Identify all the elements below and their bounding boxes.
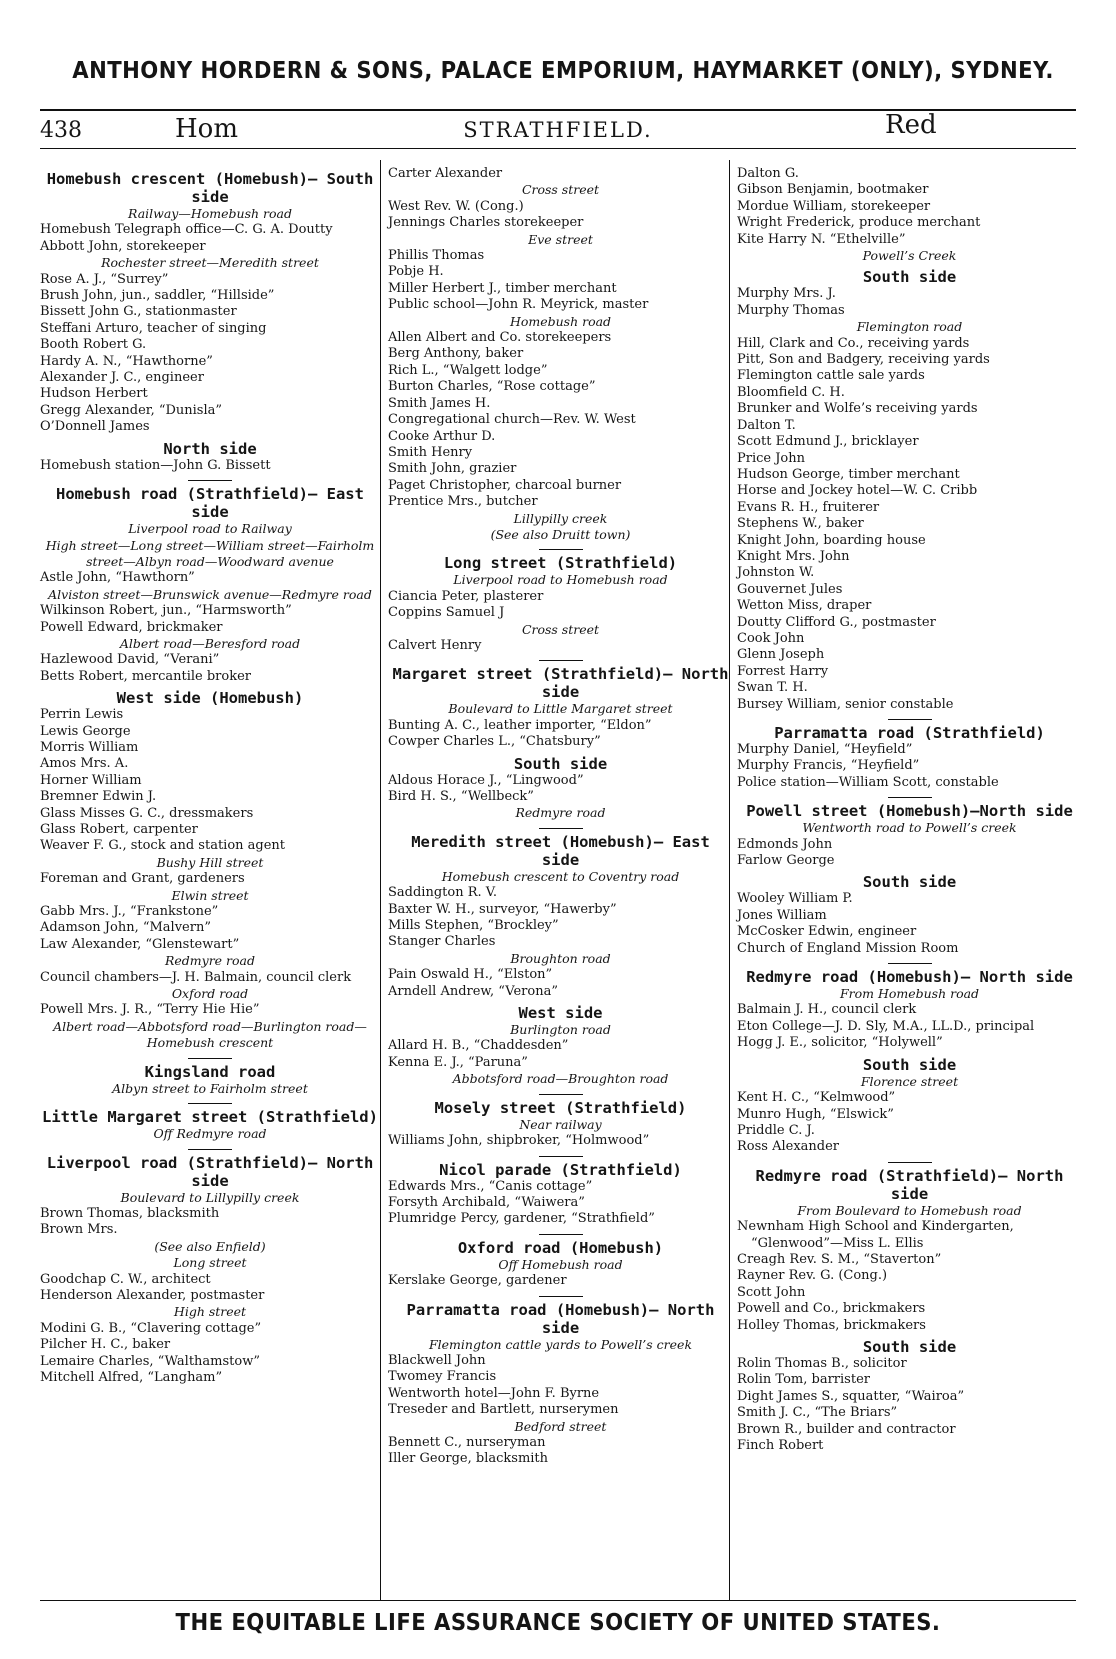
directory-entry: Brush John, jun., saddler, “Hillside” (40, 288, 275, 304)
directory-entry: Congregational church—Rev. W. West (388, 412, 636, 428)
cross-street-note: From Boulevard to Homebush road (797, 1202, 1022, 1218)
cross-street-note: Burlington road (510, 1022, 611, 1038)
directory-entry: Abbott John, storekeeper (40, 238, 206, 254)
directory-entry: Bissett John G., stationmaster (40, 304, 237, 320)
section-rule (539, 1234, 583, 1235)
directory-entry: Council chambers—J. H. Balmain, council clerk (40, 969, 352, 985)
directory-entry: Brunker and Wolfe’s receiving yards (737, 401, 978, 417)
directory-entry: Homebush station—John G. Bissett (40, 457, 271, 473)
directory-entry: McCosker Edwin, engineer (737, 924, 917, 940)
directory-column-2 (388, 166, 733, 1468)
directory-entry: Knight John, boarding house (737, 532, 926, 548)
header-rule-lower (40, 148, 1076, 149)
directory-entry: Hill, Clark and Co., receiving yards (737, 335, 970, 351)
directory-entry: Priddle C. J. (737, 1122, 815, 1138)
directory-entry: Twomey Francis (388, 1369, 497, 1385)
cross-street-note: Flemington cattle yards to Powell’s creek (428, 1336, 693, 1352)
directory-entry: Bloomfield C. H. (737, 384, 845, 400)
directory-entry: Ciancia Peter, plasterer (388, 588, 544, 604)
directory-entry: Gabb Mrs. J., “Frankstone” (40, 904, 219, 920)
cross-street-note: Redmyre road (515, 805, 606, 821)
directory-entry: Scott John (737, 1284, 806, 1300)
section-rule (888, 963, 932, 964)
directory-entry: Modini G. B., “Clavering cottage” (40, 1320, 262, 1336)
cross-street-note: Lillypilly creek (513, 510, 608, 526)
guide-word-right: Red (885, 110, 937, 140)
directory-entry: Aldous Horace J., “Lingwood” (388, 772, 584, 788)
directory-entry: Powell and Co., brickmakers (737, 1301, 926, 1317)
directory-entry: Dalton T. (737, 417, 796, 433)
directory-entry: Wright Frederick, produce merchant (737, 215, 981, 231)
cross-street-note: Florence street (860, 1073, 959, 1089)
directory-entry: Hudson Herbert (40, 386, 148, 402)
directory-entry: Alexander J. C., engineer (40, 370, 204, 386)
cross-street-note: Bedford street (514, 1418, 607, 1434)
street-heading: Little Margaret street (Strathfield) (42, 1108, 378, 1127)
directory-entry: Pitt, Son and Badgery, receiving yards (737, 352, 990, 368)
directory-entry: Murphy Daniel, “Heyfield” (737, 742, 913, 757)
directory-entry: Bremner Edwin J. (40, 789, 157, 805)
directory-entry: Forrest Harry (737, 663, 829, 679)
directory-entry: Law Alexander, “Glenstewart” (40, 936, 240, 952)
directory-entry: Prentice Mrs., butcher (388, 494, 538, 510)
page-number: 438 (40, 118, 82, 143)
street-heading: Oxford road (Homebush) (457, 1238, 664, 1257)
column-separator (380, 160, 381, 1600)
directory-entry: Edmonds John (737, 836, 833, 852)
street-heading: Nicol parade (Strathfield) (439, 1160, 682, 1179)
directory-entry: Holley Thomas, brickmakers (737, 1317, 926, 1333)
cross-street-note: Boulevard to Little Margaret street (448, 701, 673, 717)
directory-entry: Swan T. H. (737, 680, 808, 696)
directory-entry: Police station—William Scott, constable (737, 774, 999, 790)
cross-street-note: (See also Druitt town) (490, 526, 631, 542)
cross-street-note: Redmyre road (164, 953, 256, 969)
directory-entry: Iller George, blacksmith (388, 1451, 549, 1467)
directory-entry: Miller Herbert J., timber merchant (388, 280, 617, 296)
directory-entry: West Rev. W. (Cong.) (388, 198, 524, 214)
directory-entry: Hogg J. E., solicitor, “Holywell” (737, 1035, 943, 1051)
directory-entry: Wentworth hotel—John F. Byrne (388, 1385, 600, 1401)
directory-entry: Betts Robert, mercantile broker (40, 668, 251, 684)
section-rule (188, 1103, 232, 1104)
directory-entry: Ross Alexander (737, 1139, 840, 1155)
street-heading: South side (862, 268, 957, 287)
directory-entry: Weaver F. G., stock and station agent (40, 838, 286, 854)
directory-entry: Murphy Thomas (737, 302, 845, 318)
cross-street-note: Cross street (521, 182, 600, 198)
street-heading: Mosely street (Strathfield) (434, 1098, 687, 1117)
section-rule (539, 549, 583, 550)
cross-street-note: Flemington road (856, 319, 963, 335)
page-title: STRATHFIELD. (463, 118, 653, 142)
directory-entry: Goodchap C. W., architect (40, 1271, 211, 1287)
cross-street-note: Off Redmyre road (153, 1126, 267, 1142)
directory-entry: Glass Misses G. C., dressmakers (40, 805, 254, 821)
directory-entry: Plumridge Percy, gardener, “Strathfield” (388, 1211, 655, 1227)
street-heading: South side (862, 873, 957, 892)
directory-entry: Perrin Lewis (40, 707, 124, 723)
section-rule (539, 1094, 583, 1095)
directory-entry: Public school—John R. Meyrick, master (388, 297, 649, 313)
section-rule (539, 660, 583, 661)
directory-entry: Blackwell John (388, 1352, 486, 1368)
street-heading: South side (862, 1055, 957, 1074)
cross-street-note: High street—Long street—William street—Fairholm street—Albyn road—Woodward avenue (45, 537, 375, 569)
cross-street-note: Bushy Hill street (156, 854, 264, 870)
cross-street-note: Rochester street—Meredith street (101, 255, 319, 271)
street-heading: West side (Homebush) (116, 689, 304, 708)
directory-entry: Morris William (40, 739, 139, 755)
street-heading: Long street (Strathfield) (443, 554, 678, 573)
cross-street-note: Liverpool road to Railway (128, 521, 292, 537)
street-heading: Redmyre road (Strathfield)— North side (755, 1166, 1064, 1203)
section-rule (888, 719, 932, 720)
street-heading: Liverpool road (Strathfield)— North side (46, 1153, 374, 1190)
street-heading: Meredith street (Homebush)— East side (411, 832, 710, 869)
directory-entry: Bursey William, senior constable (737, 696, 954, 712)
directory-entry: O’Donnell James (40, 419, 150, 435)
directory-entry: Pobje H. (388, 264, 444, 280)
directory-entry: Smith Henry (388, 444, 473, 460)
publisher-banner: ANTHONY HORDERN & SONS, PALACE EMPORIUM, HAYMARKET (ONLY), SYDNEY. (72, 58, 1054, 84)
directory-entry: Church of England Mission Room (737, 940, 959, 956)
directory-entry: Arndell Andrew, “Verona” (388, 983, 558, 999)
directory-entry: Baxter W. H., surveyor, “Hawerby” (388, 901, 617, 917)
street-heading: Parramatta road (Strathfield) (774, 724, 1045, 742)
directory-entry: Calvert Henry (388, 637, 482, 653)
advertisement-banner: THE EQUITABLE LIFE ASSURANCE SOCIETY OF UNITED STATES. (175, 1610, 941, 1636)
street-heading: South side (513, 754, 608, 773)
directory-entry: Hudson George, timber merchant (737, 466, 960, 482)
directory-entry: Hardy A. N., “Hawthorne” (40, 353, 213, 369)
directory-entry: Amos Mrs. A. (40, 756, 129, 772)
directory-entry: Farlow George (737, 853, 835, 869)
footer-rule (40, 1600, 1076, 1601)
directory-entry: Eton College—J. D. Sly, M.A., LL.D., principal (737, 1018, 1035, 1034)
directory-entry: Smith John, grazier (388, 461, 517, 477)
directory-entry: Astle John, “Hawthorn” (40, 570, 195, 586)
directory-entry: Phillis Thomas (388, 248, 485, 264)
cross-street-note: Homebush road (509, 313, 612, 329)
directory-entry: Rolin Tom, barrister (737, 1372, 870, 1388)
directory-entry: Murphy Francis, “Heyfield” (737, 758, 920, 774)
cross-street-note: Liverpool road to Homebush road (453, 572, 668, 588)
section-rule (539, 1296, 583, 1297)
directory-entry: Powell Edward, brickmaker (40, 619, 223, 635)
directory-entry: Smith James H. (388, 395, 491, 411)
directory-entry: Horse and Jockey hotel—W. C. Cribb (737, 483, 978, 499)
directory-entry: Pilcher H. C., baker (40, 1337, 171, 1353)
directory-entry: Powell Mrs. J. R., “Terry Hie Hie” (40, 1002, 260, 1018)
directory-entry: Dight James S., squatter, “Wairoa” (737, 1388, 965, 1404)
section-rule (188, 1149, 232, 1150)
street-heading: West side (518, 1004, 603, 1023)
directory-entry: Kite Harry N. “Ethelville” (737, 231, 906, 247)
directory-entry: Glass Robert, carpenter (40, 822, 198, 837)
directory-entry: Munro Hugh, “Elswick” (737, 1106, 894, 1122)
directory-entry: Wetton Miss, draper (737, 598, 872, 614)
directory-entry: Newnham High School and Kindergarten, “Glenwood”—Miss L. Ellis (737, 1219, 1014, 1251)
directory-entry: Coppins Samuel J (388, 605, 505, 621)
directory-entry: Cook John (737, 630, 805, 646)
directory-entry: Cowper Charles L., “Chatsbury” (388, 734, 601, 750)
directory-entry: Balmain J. H., council clerk (737, 1002, 917, 1018)
cross-street-note: Boulevard to Lillypilly creek (120, 1189, 300, 1205)
directory-entry: Rolin Thomas B., solicitor (737, 1355, 907, 1371)
directory-entry: Glenn Joseph (737, 647, 825, 663)
cross-street-note: Albyn street to Fairholm street (112, 1080, 308, 1096)
directory-entry: Rich L., “Walgett lodge” (388, 362, 548, 378)
directory-entry: Mitchell Alfred, “Langham” (40, 1369, 223, 1385)
directory-entry: Gibson Benjamin, bootmaker (737, 182, 929, 198)
street-heading: Powell street (Homebush)—North side (746, 802, 1073, 821)
cross-street-note: Oxford road (171, 986, 249, 1002)
directory-entry: Carter Alexander (388, 166, 503, 181)
directory-entry: Williams John, shipbroker, “Holmwood” (388, 1133, 650, 1149)
directory-entry: Berg Anthony, baker (388, 346, 524, 362)
cross-street-note: Cross street (521, 621, 600, 637)
cross-street-note: Railway—Homebush road (128, 206, 292, 221)
directory-entry: Edwards Mrs., “Canis cottage” (388, 1178, 593, 1194)
directory-entry: Rose A. J., “Surrey” (40, 271, 169, 287)
directory-entry: Forsyth Archibald, “Waiwera” (388, 1194, 585, 1210)
directory-entry: Flemington cattle sale yards (737, 368, 925, 384)
directory-entry: Rayner Rev. G. (Cong.) (737, 1268, 888, 1284)
directory-entry: Homebush Telegraph office—C. G. A. Doutty (40, 222, 333, 238)
cross-street-note: Alviston street—Brunswick avenue—Redmyre road (48, 586, 372, 602)
directory-entry: Evans R. H., fruiterer (737, 499, 880, 515)
directory-entry: Mills Stephen, “Brockley” (388, 918, 559, 934)
section-rule (188, 480, 232, 481)
section-rule (888, 1162, 932, 1163)
directory-column-1 (40, 166, 380, 1386)
directory-entry: Doutty Clifford G., postmaster (737, 614, 936, 630)
section-rule (539, 828, 583, 829)
directory-entry: Brown R., builder and contractor (737, 1421, 956, 1437)
directory-entry: Johnston W. (737, 565, 815, 581)
directory-entry: Creagh Rev. S. M., “Staverton” (737, 1251, 942, 1267)
directory-entry: Wilkinson Robert, jun., “Harmsworth” (40, 603, 292, 619)
directory-entry: Henderson Alexander, postmaster (40, 1287, 265, 1303)
directory-entry: Dalton G. (737, 166, 799, 181)
directory-entry: Lemaire Charles, “Walthamstow” (40, 1353, 260, 1369)
directory-entry: Foreman and Grant, gardeners (40, 871, 245, 887)
street-heading: North side (163, 439, 257, 458)
directory-entry: Steffani Arturo, teacher of singing (40, 320, 267, 336)
section-rule (888, 797, 932, 798)
cross-street-note: Powell’s Creek (862, 248, 957, 264)
directory-entry: Booth Robert G. (40, 337, 147, 353)
cross-street-note: Abbotsford road—Broughton road (452, 1071, 669, 1087)
cross-street-note: Broughton road (510, 950, 611, 966)
directory-entry: Bunting A. C., leather importer, “Eldon” (388, 717, 652, 733)
street-heading: Kingsland road (144, 1062, 276, 1081)
directory-entry: Wooley William P. (737, 891, 853, 907)
cross-street-note: Homebush crescent to Coventry road (441, 868, 680, 884)
directory-entry: Jennings Charles storekeeper (388, 215, 584, 231)
section-rule (539, 1156, 583, 1157)
street-heading: Redmyre road (Homebush)— North side (746, 968, 1073, 987)
street-heading: Parramatta road (Homebush)— North side (406, 1300, 715, 1337)
cross-street-note: Albert road—Abbotsford road—Burlington road—Homebush crescent (53, 1018, 367, 1051)
directory-entry: Cooke Arthur D. (388, 428, 496, 444)
directory-entry: Kerslake George, gardener (388, 1273, 567, 1289)
directory-entry: Allard H. B., “Chaddesden” (388, 1038, 569, 1054)
directory-entry: Price John (737, 450, 806, 466)
directory-entry: Scott Edmund J., bricklayer (737, 434, 919, 450)
cross-street-note: Off Homebush road (498, 1256, 623, 1272)
directory-entry: Burton Charles, “Rose cottage” (388, 379, 596, 395)
directory-entry: Lewis George (40, 723, 131, 739)
cross-street-note: Wentworth road to Powell’s creek (802, 820, 1017, 836)
directory-entry: Saddington R. V. (388, 885, 498, 901)
directory-entry: Gregg Alexander, “Dunisla” (40, 402, 223, 418)
directory-entry: Bird H. S., “Wellbeck” (388, 789, 534, 804)
cross-street-note: Eve street (528, 231, 593, 247)
directory-column-3 (737, 166, 1082, 1454)
street-heading: Homebush road (Strathfield)— East side (56, 485, 364, 522)
cross-street-note: High street (173, 1304, 247, 1320)
directory-entry: Pain Oswald H., “Elston” (388, 967, 553, 983)
street-heading: South side (862, 1337, 957, 1356)
directory-entry: Horner William (40, 772, 142, 788)
directory-entry: Mordue William, storekeeper (737, 198, 931, 214)
directory-entry: Murphy Mrs. J. (737, 286, 836, 302)
cross-street-note: (See also Enfield) (154, 1238, 266, 1254)
directory-entry: Kenna E. J., “Paruna” (388, 1054, 528, 1070)
directory-entry: Hazlewood David, “Verani” (40, 652, 220, 668)
directory-entry: Jones William (737, 907, 827, 923)
directory-entry: Smith J. C., “The Briars” (737, 1405, 898, 1421)
directory-entry: Adamson John, “Malvern” (40, 920, 211, 936)
directory-entry: Allen Albert and Co. storekeepers (388, 330, 612, 346)
street-heading: Margaret street (Strathfield)— North side (392, 665, 729, 702)
directory-entry: Knight Mrs. John (737, 548, 850, 564)
directory-entry: Stanger Charles (388, 934, 496, 950)
cross-street-note: Long street (173, 1255, 247, 1271)
directory-entry: Brown Thomas, blacksmith (40, 1205, 220, 1221)
directory-entry: Treseder and Bartlett, nurserymen (388, 1402, 619, 1418)
directory-entry: Bennett C., nurseryman (388, 1434, 546, 1450)
directory-entry: Finch Robert (737, 1438, 824, 1453)
guide-word-left: Hom (175, 114, 238, 144)
directory-entry: Brown Mrs. (40, 1222, 118, 1238)
directory-entry: Stephens W., baker (737, 516, 864, 532)
street-heading: Homebush crescent (Homebush)— South side (46, 170, 374, 206)
directory-entry: Kent H. C., “Kelmwood” (737, 1090, 896, 1106)
directory-entry: Paget Christopher, charcoal burner (388, 477, 622, 493)
section-rule (188, 1058, 232, 1059)
cross-street-note: Albert road—Beresford road (119, 635, 301, 651)
cross-street-note: From Homebush road (839, 986, 980, 1002)
cross-street-note: Near railway (519, 1116, 602, 1132)
cross-street-note: Elwin street (171, 887, 249, 903)
directory-entry: Gouvernet Jules (737, 581, 843, 597)
